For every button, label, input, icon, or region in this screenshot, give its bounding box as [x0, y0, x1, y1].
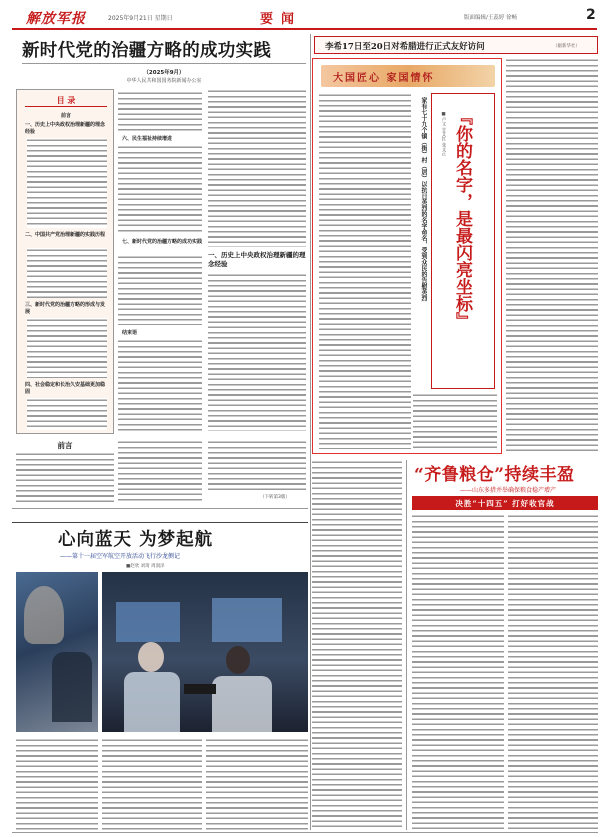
- shandong-subtitle: ——山东多措并举确保粮食稳产增产: [460, 487, 557, 494]
- document-issuer: 中华人民共和国国务院新闻办公室: [126, 78, 202, 84]
- newspaper-logo: 解放军报: [26, 11, 86, 27]
- toc-title: 目 录: [56, 95, 76, 105]
- shandong-banner-text: 决胜“十四五” 打好收官战: [455, 499, 555, 508]
- document-date: （2025年9月）: [143, 70, 185, 76]
- preface-heading: 前言: [57, 441, 73, 450]
- toc-item[interactable]: 四、社会稳定和长治久安基础更加稳固: [25, 382, 106, 395]
- aviation-subtitle: ——第十一届空军航空开放活动飞行沙龙侧记: [60, 553, 181, 560]
- toc-item[interactable]: 三、新时代党的治疆方略的形成与发展: [25, 302, 106, 315]
- main-headline: 新时代党的治疆方略的成功实践: [22, 41, 272, 61]
- toc-continued: [118, 89, 202, 434]
- feature-banner-text: 大国匠心 家国情怀: [333, 73, 435, 84]
- feature-banner: [321, 65, 495, 87]
- aviation-byline: ■赵欣 刘琦 周润泽: [126, 564, 165, 569]
- feature-title: 『你的名字，是最闪亮坐标』: [452, 108, 472, 329]
- aviation-photo-main: [102, 572, 308, 732]
- toc-item[interactable]: 前言: [60, 113, 71, 119]
- toc-item[interactable]: 七、新时代党的治疆方略的成功实践: [122, 239, 203, 245]
- aviation-photo: [16, 572, 98, 732]
- toc-item[interactable]: 一、历史上中央政权治理新疆的理念经验: [25, 122, 106, 135]
- masthead-rule: [12, 28, 597, 30]
- shandong-headline: “齐鲁粮仓”持续丰盈: [414, 465, 575, 485]
- feature-article[interactable]: [312, 58, 502, 454]
- feature-subtitle: 家有七十九个镇（街）村（居）以抗日英烈的名字命名，受到众民的告慰英烈: [420, 97, 427, 301]
- article-column: [208, 89, 306, 434]
- section-heading-history: 一、历史上中央政权治理新疆的理念经验: [208, 251, 306, 268]
- table-of-contents: [16, 89, 114, 434]
- masthead: [12, 6, 597, 28]
- aviation-headline: 心向蓝天 为梦起航: [58, 530, 214, 550]
- announcement-source: （据新华社）: [553, 44, 580, 49]
- shandong-banner: [412, 496, 598, 510]
- toc-item[interactable]: 二、中国共产党治理新疆的实践历程: [25, 232, 106, 238]
- page-number: 2: [586, 7, 596, 23]
- issue-date: 2025年9月21日 星期日: [108, 15, 173, 22]
- continued-note: （下转第3版）: [260, 495, 290, 500]
- feature-title-block: [431, 93, 495, 389]
- feature-byline: ■卢文 甘艾红 张文正: [441, 112, 446, 156]
- page-editors: 版面编辑/王蕊婷 徐畅: [464, 15, 518, 21]
- toc-item[interactable]: 结束语: [122, 330, 138, 336]
- toc-item[interactable]: 六、民生福祉持续增进: [122, 136, 173, 142]
- announcement-box[interactable]: [314, 36, 598, 54]
- announcement-text: 李希17日至20日对希腊进行正式友好访问: [325, 42, 485, 52]
- section-title: 要闻: [260, 12, 303, 27]
